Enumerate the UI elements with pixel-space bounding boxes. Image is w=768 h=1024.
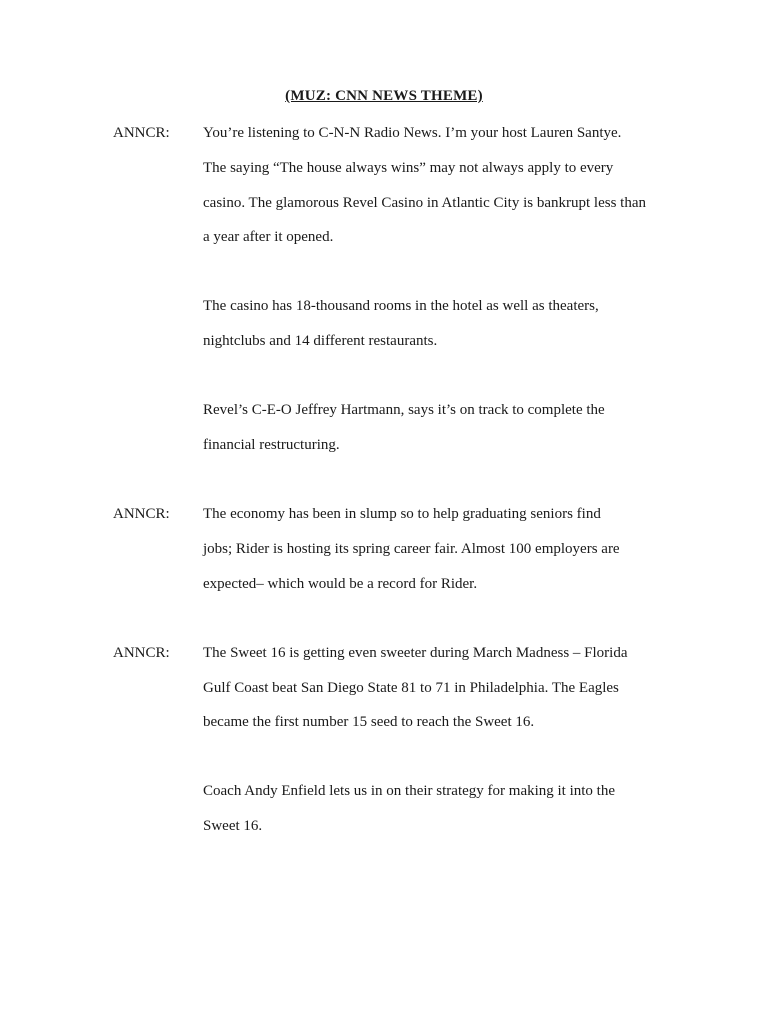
script-line: jobs; Rider is hosting its spring career fair. Almost 100 employers are <box>203 541 620 557</box>
script-line: expected– which would be a record for Rider. <box>203 576 478 592</box>
script-line: Revel’s C-E-O Jeffrey Hartmann, says it’s on track to complete the <box>203 402 605 418</box>
script-line: became the first number 15 seed to reach the Sweet 16. <box>203 714 535 730</box>
script-line: The economy has been in slump so to help graduating seniors find <box>203 506 601 522</box>
script-line: The Sweet 16 is getting even sweeter during March Madness – Florida <box>203 645 628 661</box>
speaker-label: ANNCR: <box>113 506 170 522</box>
script-line: You’re listening to C-N-N Radio News. I’m your host Lauren Santye. <box>203 125 622 141</box>
script-line: financial restructuring. <box>203 437 340 453</box>
script-line: a year after it opened. <box>203 229 334 245</box>
script-line: casino. The glamorous Revel Casino in Atlantic City is bankrupt less than <box>203 195 646 211</box>
script-line: The saying “The house always wins” may not always apply to every <box>203 160 614 176</box>
speaker-label: ANNCR: <box>113 125 170 141</box>
script-line: Gulf Coast beat San Diego State 81 to 71 in Philadelphia. The Eagles <box>203 680 619 696</box>
script-line: Sweet 16. <box>203 818 263 834</box>
script-line: Coach Andy Enfield lets us in on their strategy for making it into the <box>203 783 616 799</box>
speaker-label: ANNCR: <box>113 645 170 661</box>
script-line: The casino has 18-thousand rooms in the hotel as well as theaters, <box>203 298 599 314</box>
script-line: nightclubs and 14 different restaurants. <box>203 333 438 349</box>
page-title: (MUZ: CNN NEWS THEME) <box>285 88 483 104</box>
